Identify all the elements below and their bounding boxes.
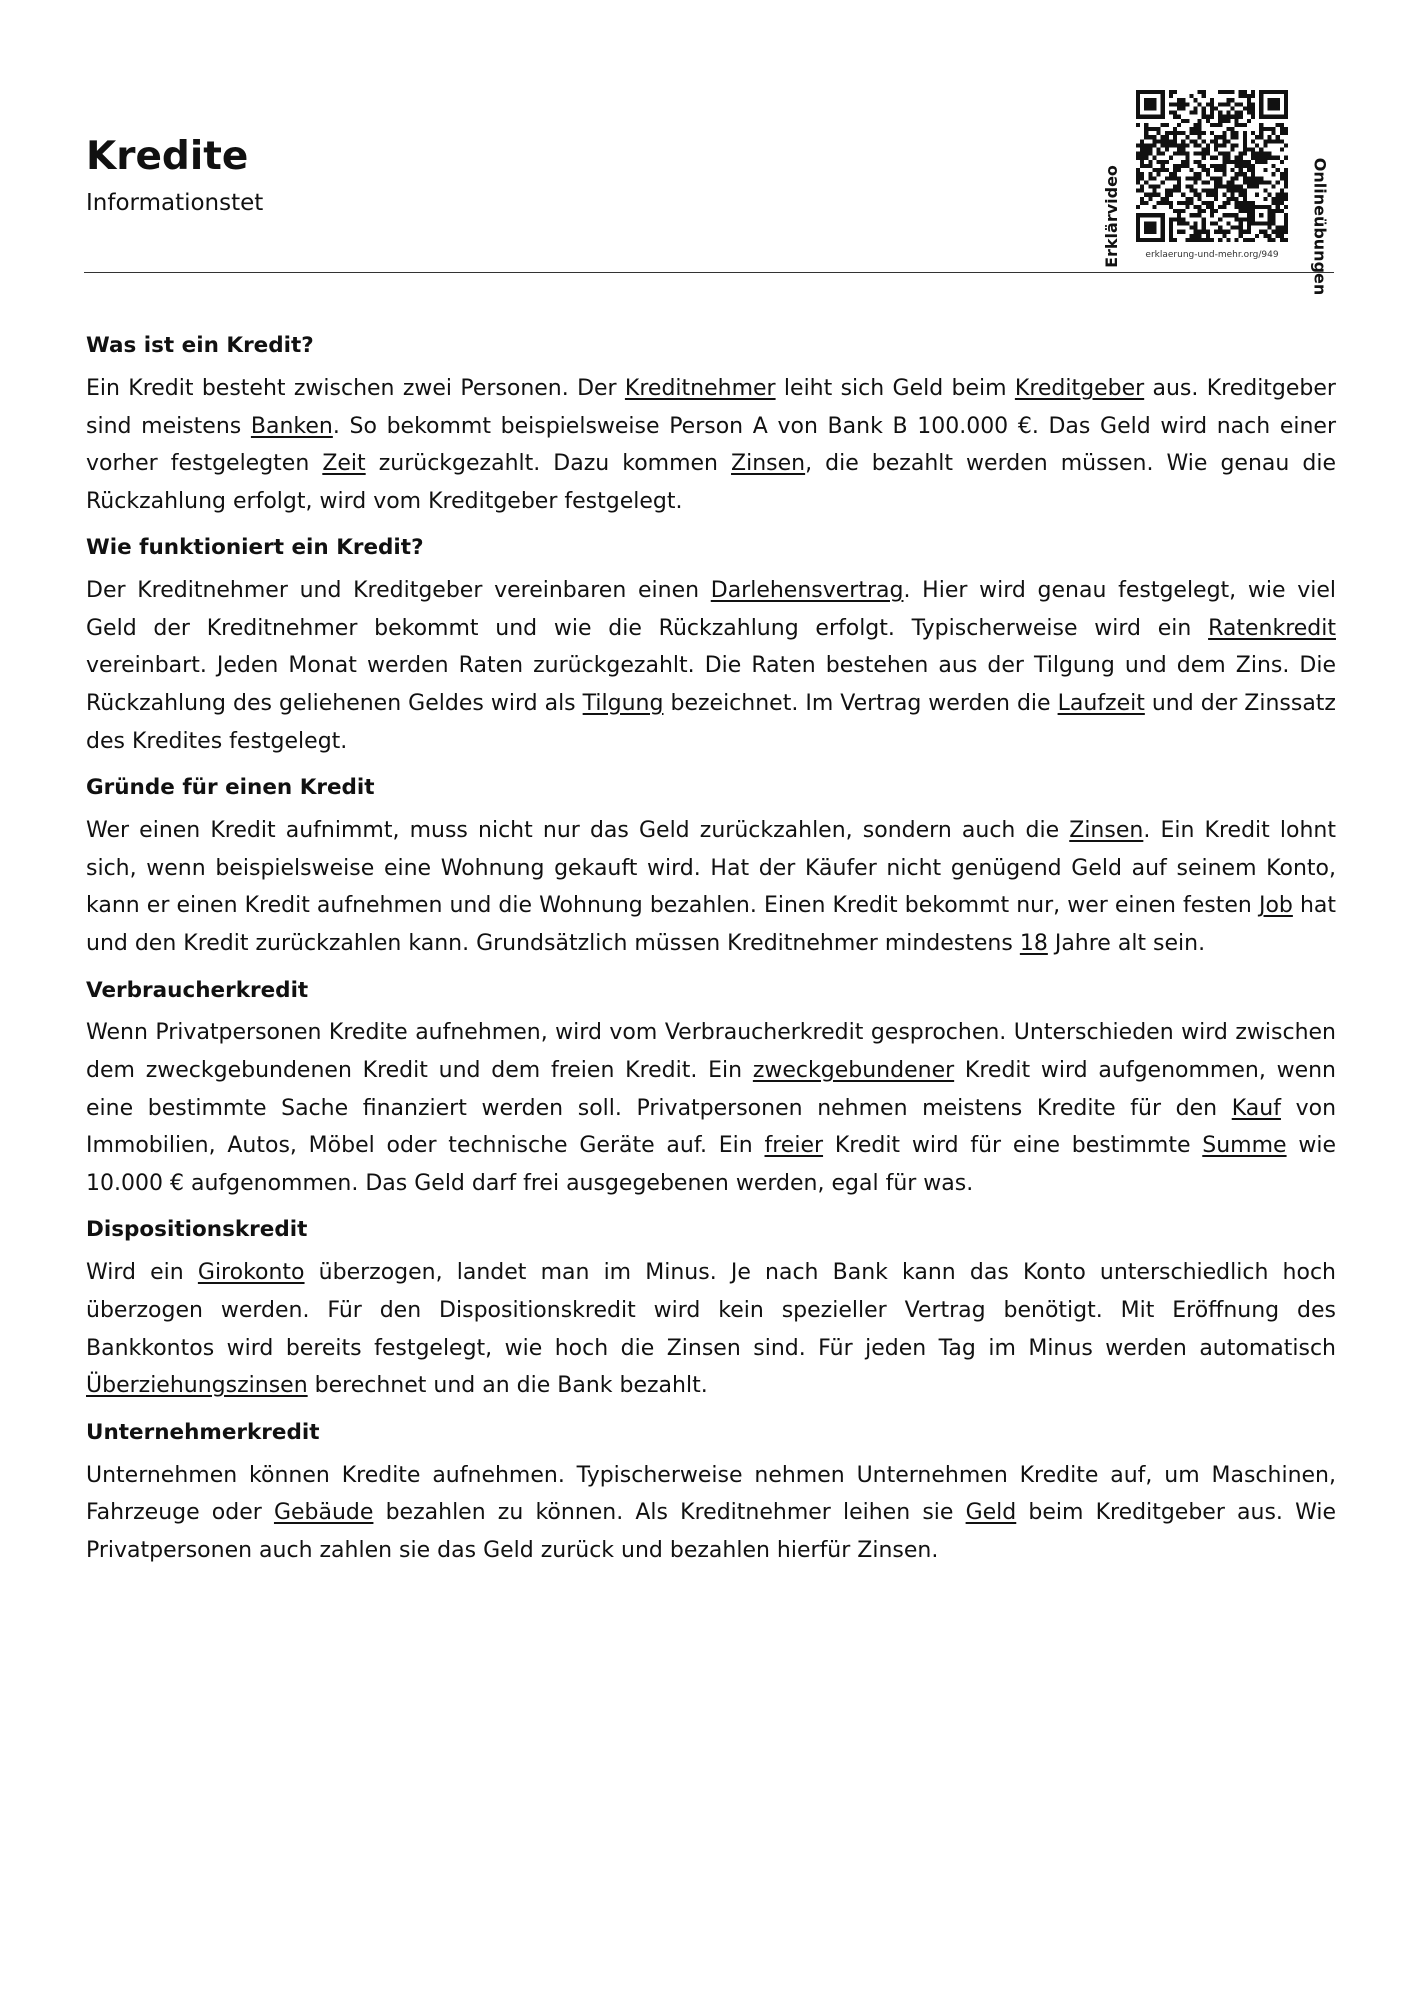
text-run: hat und den Kredit zurückzahlen kann. Grundsätzlich müssen Kreditnehmer mindestens <box>86 893 1336 956</box>
text-run: . Ein Kredit lohnt sich, wenn beispielsweise eine Wohnung gekauft wird. Hat der Käufer nicht genügend Geld auf seinem Konto, kann er einen Kredit aufnehmen und die Wohnung bezahlen. Einen Kredit bekommt nur, wer einen festen <box>86 818 1336 919</box>
content-area <box>86 332 1336 1583</box>
section-paragraph <box>86 1014 1336 1202</box>
text-run: vereinbart. Jeden Monat werden Raten zurückgezahlt. Die Raten bestehen aus der Tilgung und dem Zins. Die Rückzahlung des geliehenen Geldes wird als <box>86 653 1336 717</box>
text-run: Wenn Privatpersonen Kredite aufnehmen, wird vom Verbraucherkredit gesprochen. Unterschieden wird zwischen dem zweckgebundenen Kredit und dem freien Kredit. Ein <box>86 1020 1336 1084</box>
section-paragraph <box>86 572 1336 760</box>
text-run: . Hier wird genau festgelegt, wie viel Geld der Kreditnehmer bekommt und wie die Rückzahlung erfolgt. Typischerweise wird ein <box>86 578 1336 641</box>
keyword-underlined: freier <box>764 1133 824 1159</box>
text-run: aus. Kreditgeber sind meistens <box>86 375 1336 439</box>
text-run: Kredit wird aufgenommen, wenn eine bestimmte Sache finanziert werden soll. Privatpersonen nehmen meistens Kredite für den <box>86 1058 1336 1121</box>
text-run: , die bezahlt werden müssen. Wie genau die Rückzahlung erfolgt, wird vom Kreditgeber festgelegt. <box>86 451 1336 514</box>
text-run: zurückgezahlt. Dazu kommen <box>365 451 732 477</box>
section-paragraph <box>86 1254 1336 1404</box>
text-run: Ein Kredit besteht zwischen zwei Personen. Der <box>86 375 625 401</box>
text-run: Wer einen Kredit aufnimmt, muss nicht nur das Geld zurückzahlen, sondern auch die <box>86 818 1070 844</box>
section-paragraph <box>86 1457 1336 1570</box>
header-divider <box>84 272 1334 273</box>
text-run: Unternehmen können Kredite aufnehmen. Typischerweise nehmen Unternehmen Kredite auf, um Maschinen, Fahrzeuge oder <box>86 1462 1336 1526</box>
keyword-underlined: 18 <box>1019 930 1048 956</box>
text-run: und der Zinssatz des Kredites festgelegt. <box>86 691 1336 754</box>
text-run: bezeichnet. Im Vertrag werden die <box>663 691 1058 717</box>
section-heading: Dispositionskredit <box>86 1217 308 1243</box>
section-paragraph <box>86 370 1336 520</box>
keyword-underlined: Zinsen <box>731 451 806 477</box>
section-heading: Verbraucherkredit <box>86 977 309 1003</box>
text-run: berechnet und an die Bank bezahlt. <box>307 1373 708 1399</box>
keyword-underlined: Girokonto <box>197 1260 305 1286</box>
qr-label-exercises-text: Onlineübungen <box>1310 157 1330 295</box>
section-heading: Wie funktioniert ein Kredit? <box>86 535 424 561</box>
section-heading: Was ist ein Kredit? <box>86 333 314 358</box>
keyword-underlined: zweckgebundener <box>752 1058 955 1084</box>
keyword-underlined: Banken <box>250 413 333 439</box>
text-run: leiht sich Geld beim <box>775 375 1015 401</box>
keyword-underlined: Kreditgeber <box>1014 375 1145 401</box>
keyword-underlined: Darlehensvertrag <box>710 578 904 604</box>
text-run: Kredit wird für eine bestimmte <box>823 1133 1203 1159</box>
keyword-underlined: Geld <box>965 1500 1017 1526</box>
section-heading: Gründe für einen Kredit <box>86 775 375 801</box>
keyword-underlined: Tilgung <box>582 691 664 717</box>
keyword-underlined: Summe <box>1202 1133 1287 1159</box>
qr-label-video <box>1090 148 1132 284</box>
keyword-underlined: Job <box>1258 893 1293 919</box>
text-run: wie 10.000 € aufgenommen. Das Geld darf frei ausgegebenen werden, egal für was. <box>86 1133 1336 1196</box>
text-run: Wird ein <box>86 1260 198 1286</box>
page-subtitle: Informationstet <box>86 190 264 216</box>
qr-block <box>1092 90 1332 295</box>
keyword-underlined: Zeit <box>322 451 366 477</box>
text-run: Jahre alt sein. <box>1047 930 1206 956</box>
text-run: bezahlen zu können. Als Kreditnehmer leihen sie <box>373 1500 966 1526</box>
text-run: überzogen, landet man im Minus. Je nach Bank kann das Konto unterschiedlich hoch überzogen werden. Für den Dispositionskredit wird kein spezieller Vertrag benötigt. Mit Eröffnung des Bankkontos wird bereits festgelegt, wie hoch die Zinsen sind. Für jeden Tag im Minus werden automatisch <box>86 1260 1336 1361</box>
text-run: von Immobilien, Autos, Möbel oder technische Geräte auf. Ein <box>86 1095 1337 1159</box>
section-paragraph <box>86 812 1336 962</box>
qr-label-video-text: Erklärvideo <box>1101 164 1121 268</box>
keyword-underlined: Zinsen <box>1069 818 1144 844</box>
keyword-underlined: Ratenkredit <box>1208 615 1336 641</box>
keyword-underlined: Kreditnehmer <box>624 375 776 401</box>
keyword-underlined: Gebäude <box>273 1500 374 1526</box>
text-run: . So bekommt beispielsweise Person A von Bank B 100.000 €. Das Geld wird nach einer vorher festgelegten <box>86 413 1336 477</box>
text-run: beim Kreditgeber aus. Wie Privatpersonen auch zahlen sie das Geld zurück und bezahlen hierfür Zinsen. <box>86 1500 1336 1563</box>
section-heading: Unternehmerkredit <box>86 1419 320 1445</box>
keyword-underlined: Kauf <box>1231 1095 1281 1121</box>
keyword-underlined: Laufzeit <box>1057 691 1145 717</box>
text-run: Der Kreditnehmer und Kreditgeber vereinbaren einen <box>86 578 711 604</box>
keyword-underlined: Überziehungszinsen <box>86 1373 308 1399</box>
qr-url: erklaerung-und-mehr.org/949 <box>1145 250 1279 260</box>
qr-code-icon[interactable] <box>1136 90 1288 242</box>
page-title: Kredite <box>86 134 249 179</box>
qr-label-exercises <box>1305 108 1335 344</box>
